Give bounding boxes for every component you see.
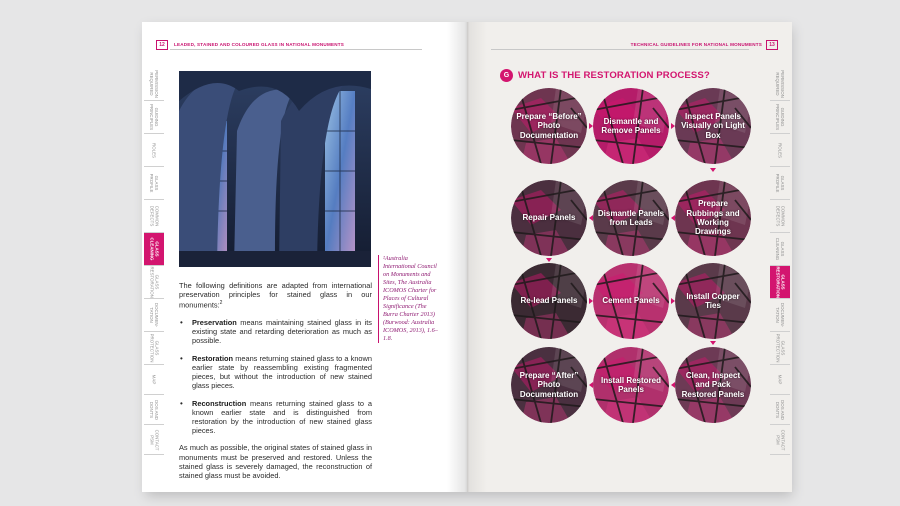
process-step-label: Repair Panels: [522, 213, 576, 223]
process-step: [593, 347, 669, 423]
flow-arrow-icon: [710, 341, 716, 345]
section-tab-label: GLASS CLEANING: [775, 237, 785, 261]
definitions-body: [179, 281, 372, 488]
section-tab-label: GLASS PROTECTION: [775, 333, 785, 363]
section-tab[interactable]: [144, 395, 164, 425]
section-tab[interactable]: [770, 365, 790, 395]
list-item: • Preservation means maintaining stained glass in its existing state and retarding deterioration as much as possible.: [179, 318, 372, 346]
book-spread: [142, 22, 792, 492]
process-step-label: Install Copper Ties: [686, 291, 740, 310]
flow-arrow-icon: [710, 168, 716, 172]
stained-glass-photo: [179, 71, 371, 267]
process-step: [511, 347, 587, 423]
left-page-number: 12: [156, 40, 168, 50]
process-step-label: Inspect Panels Visually on Light Box: [681, 111, 745, 140]
section-tab-label: GLASS PROFILE: [775, 173, 785, 193]
right-running-header: TECHNICAL GUIDELINES FOR NATIONAL MONUMENTS: [630, 42, 762, 47]
process-step-label: Install Restored Panels: [600, 375, 661, 394]
page-title: WHAT IS THE RESTORATION PROCESS?: [518, 70, 710, 81]
section-tab[interactable]: [770, 68, 790, 101]
section-tab[interactable]: [770, 425, 790, 455]
right-section-tabs: [770, 68, 790, 455]
section-tab-label: DOCUMEN- TATION: [149, 302, 159, 328]
section-tab-label: GLASS PROTECTION: [149, 333, 159, 363]
section-tab-label: DOS AND DON'TS: [775, 399, 785, 420]
process-step-label: Prepare Rubbings and Working Drawings: [686, 199, 740, 237]
section-tab[interactable]: [144, 425, 164, 455]
left-header-rule: [170, 49, 422, 50]
process-step: [593, 263, 669, 339]
flow-arrow-icon: [671, 123, 675, 129]
process-step: [593, 88, 669, 164]
process-step: [511, 180, 587, 256]
process-step: [675, 88, 751, 164]
section-tab[interactable]: [770, 395, 790, 425]
flow-arrow-icon: [671, 298, 675, 304]
section-tab[interactable]: [144, 233, 164, 266]
section-tab-label: COMMON DEFECTS: [775, 205, 785, 227]
section-tab[interactable]: [144, 365, 164, 395]
section-tab[interactable]: [770, 266, 790, 299]
process-step: [511, 263, 587, 339]
process-step-label: Re-lead Panels: [520, 296, 578, 306]
process-step-label: Prepare “After” Photo Documentation: [519, 370, 579, 399]
flow-arrow-icon: [546, 258, 552, 262]
process-step: [511, 88, 587, 164]
section-tab-label: GLASS CLEANING: [149, 237, 160, 261]
restoration-icon: G: [500, 69, 513, 82]
restoration-process-flow: [467, 22, 792, 492]
section-tab-label: GLASS RESTORATION: [775, 266, 785, 299]
left-running-header: LEADED, STAINED AND COLOURED GLASS IN NATIONAL MONUMENTS: [174, 42, 345, 47]
process-step-label: Prepare “Before” Photo Documentation: [516, 111, 582, 140]
process-step: [675, 263, 751, 339]
section-tab[interactable]: [770, 167, 790, 200]
section-tab[interactable]: [144, 266, 164, 299]
footnote: ²Australia International Council on Monuments and Sites, The Australia ICOMOS Charter for Places of Cultural Significance (The Burra Charter 2013)(Burwood: Australia ICOMOS, 2013), 1.6–1.8.: [378, 255, 440, 343]
section-tab-label: PERMISSION REQUIRED: [775, 70, 786, 98]
process-step: [675, 347, 751, 423]
section-tab-label: GLASS RESTORATION: [149, 266, 159, 298]
left-section-tabs: [144, 68, 164, 455]
process-step-label: Cement Panels: [602, 296, 660, 306]
section-tab[interactable]: [144, 299, 164, 332]
section-tab-label: CONTACT PSM: [775, 429, 786, 450]
process-step-label: Dismantle Panels from Leads: [597, 208, 665, 227]
section-tab[interactable]: [144, 200, 164, 233]
list-item: • Reconstruction means returning stained glass to a known earlier state and is distinguished from restoration by the introduction of new stained glass pieces.: [179, 399, 372, 436]
section-tab[interactable]: [770, 299, 790, 332]
right-page: [467, 22, 792, 492]
flow-arrow-icon: [589, 298, 593, 304]
section-tab[interactable]: [770, 101, 790, 134]
section-tab[interactable]: [770, 332, 790, 365]
process-step-label: Clean, Inspect and Pack Restored Panels: [681, 370, 745, 399]
section-tab-label: DOS AND DON'TS: [149, 399, 159, 420]
flow-arrow-icon: [589, 123, 593, 129]
section-tab[interactable]: [144, 167, 164, 200]
process-step-label: Dismantle and Remove Panels: [601, 116, 661, 135]
section-tab-label: PERMISSION REQUIRED: [149, 70, 160, 98]
process-step: [675, 180, 751, 256]
section-tab-label: DOCUMEN- TATION: [775, 302, 785, 328]
section-tab[interactable]: [770, 200, 790, 233]
section-tab-label: ROLES: [151, 142, 157, 158]
section-tab-label: MAP: [151, 374, 157, 385]
section-tab[interactable]: [144, 134, 164, 167]
section-tab[interactable]: [144, 101, 164, 134]
intro-paragraph: The following definitions are adapted from international preservation principles for stained glass in our monuments:$^2$: [179, 281, 372, 310]
list-item: • Restoration means returning stained glass to a known earlier state by reassembling existing fragmented pieces, but without the introduction of new stained glass pieces.: [179, 354, 372, 391]
definitions-list: [179, 318, 372, 435]
section-tab-label: CONTACT PSM: [149, 429, 160, 450]
section-tab[interactable]: [144, 68, 164, 101]
section-tab-label: GLASS PROFILE: [149, 173, 159, 193]
section-tab-label: ROLES: [777, 142, 783, 158]
section-tab[interactable]: [144, 332, 164, 365]
section-tab-label: MAP: [777, 374, 783, 385]
section-tab-label: COMMON DEFECTS: [149, 205, 159, 227]
closing-paragraph: As much as possible, the original states of stained glass in monuments must be preserved and restored. Unless the stained glass is severely damaged, the reconstruction of stained glass must be avoided.: [179, 443, 372, 480]
flow-arrow-icon: [589, 382, 593, 388]
left-page: [142, 22, 467, 492]
section-tab[interactable]: [770, 134, 790, 167]
section-tab-label: GUIDING PRINCIPLES: [149, 103, 160, 131]
process-step: [593, 180, 669, 256]
section-tab-label: GUIDING PRINCIPLES: [775, 103, 786, 131]
flow-arrow-icon: [671, 382, 675, 388]
flow-arrow-icon: [589, 215, 593, 221]
right-page-number: 13: [766, 40, 778, 50]
section-tab[interactable]: [770, 233, 790, 266]
flow-arrow-icon: [671, 215, 675, 221]
